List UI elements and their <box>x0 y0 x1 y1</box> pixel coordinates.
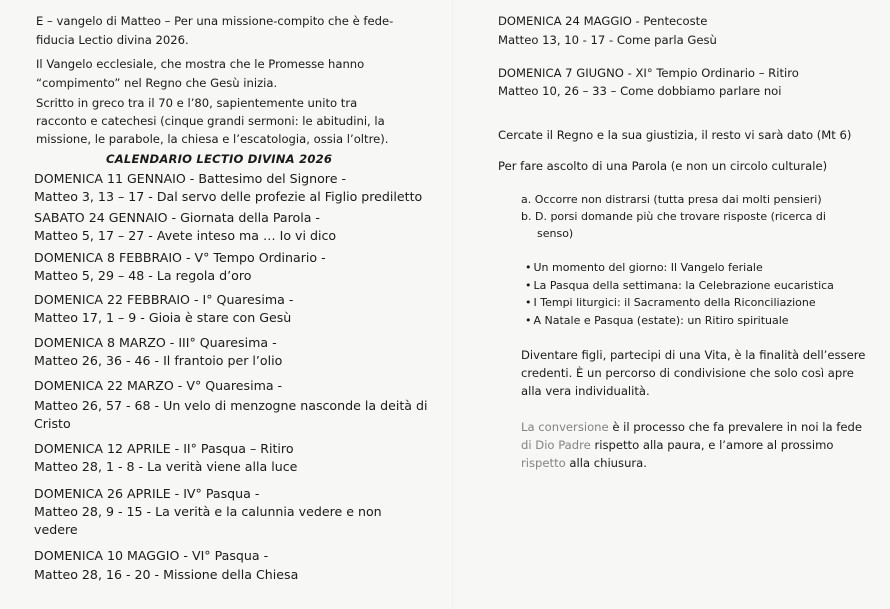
entry-reading: Matteo 26, 57 - 68 - Un velo di menzogne nasconde la deità di <box>34 398 428 413</box>
entry-reading: Matteo 5, 17 – 27 - Avete inteso ma … Io vi dico <box>34 228 337 243</box>
entry-reading: Matteo 17, 1 – 9 - Gioia è stare con Gesù <box>34 310 292 325</box>
entry-date: DOMENICA 7 GIUGNO - XI° Tempio Ordinario – Ritiro <box>498 66 799 80</box>
entry-date: DOMENICA 8 FEBBRAIO - V° Tempo Ordinario - <box>34 250 326 265</box>
children-line: credenti. È un percorso di condivisione che solo così apre <box>521 366 854 380</box>
bullet-item: • Un momento del giorno: Il Vangelo feriale <box>525 259 763 277</box>
intro-line: Il Vangelo ecclesiale, che mostra che le Promesse hanno <box>36 57 365 71</box>
entry-date: DOMENICA 11 GENNAIO - Battesimo del Signore - <box>34 171 346 186</box>
conversion-line <box>521 436 833 454</box>
entry-reading: Matteo 28, 1 - 8 - La verità viene alla luce <box>34 459 298 474</box>
page-fold <box>452 0 454 609</box>
intro-line: Scritto in greco tra il 70 e l’80, sapientemente unito tra <box>36 96 358 110</box>
entry-reading: Matteo 26, 36 - 46 - Il frantoio per l’olio <box>34 353 283 368</box>
entry-reading: Matteo 5, 29 – 48 - La regola d’oro <box>34 268 252 283</box>
conversion-line <box>521 418 862 436</box>
intro-line: fiducia Lectio divina 2026. <box>36 33 189 47</box>
intro-line: “compimento” nel Regno che Gesù inizia. <box>36 76 278 90</box>
children-line: Diventare figli, partecipi di una Vita, è la finalità dell’essere <box>521 348 866 362</box>
conversion-text: alla chiusura. <box>565 456 647 470</box>
listening-item-b: b. D. porsi domande più che trovare risposte (ricerca di <box>521 210 826 223</box>
entry-date: SABATO 24 GENNAIO - Giornata della Parola - <box>34 210 320 225</box>
entry-date: DOMENICA 24 MAGGIO - Pentecoste <box>498 14 708 28</box>
entry-reading: Matteo 13, 10 - 17 - Come parla Gesù <box>498 33 717 47</box>
conversion-text: è il processo che fa prevalere in noi la fede <box>608 420 863 434</box>
entry-reading: Matteo 3, 13 – 17 - Dal servo delle profezie al Figlio prediletto <box>34 189 423 204</box>
bullet-item: • I Tempi liturgici: il Sacramento della Riconciliazione <box>525 294 816 312</box>
conversion-line <box>521 454 647 472</box>
entry-date: DOMENICA 10 MAGGIO - VI° Pasqua - <box>34 548 269 563</box>
kingdom-quote: Cercate il Regno e la sua giustizia, il resto vi sarà dato (Mt 6) <box>498 128 852 142</box>
faded-text: La conversione <box>521 420 609 434</box>
faded-text: di Dio Padre <box>521 438 591 452</box>
bullet-item: • La Pasqua della settimana: la Celebrazione eucaristica <box>525 277 834 295</box>
entry-reading-cont: vedere <box>34 522 78 537</box>
listening-intro: Per fare ascolto di una Parola (e non un circolo culturale) <box>498 159 828 173</box>
entry-reading: Matteo 10, 26 – 33 – Come dobbiamo parlare noi <box>498 84 782 98</box>
entry-reading-cont: Cristo <box>34 416 71 431</box>
entry-date: DOMENICA 22 MARZO - V° Quaresima - <box>34 378 283 393</box>
faded-text: rispetto <box>521 456 566 470</box>
entry-date: DOMENICA 8 MARZO - III° Quaresima - <box>34 335 277 350</box>
intro-line: racconto e catechesi (cinque grandi sermoni: le abitudini, la <box>36 114 385 128</box>
listening-item-a: a. Occorre non distrarsi (tutta presa dai molti pensieri) <box>521 193 822 206</box>
conversion-text: rispetto alla paura, e l’amore al prossimo <box>590 438 834 452</box>
listening-item-b-cont: senso) <box>537 227 574 240</box>
children-line: alla vera individualità. <box>521 384 650 398</box>
intro-line: E – vangelo di Matteo – Per una missione-compito che è fede- <box>36 14 394 28</box>
calendar-title: CALENDARIO LECTIO DIVINA 2026 <box>106 152 333 166</box>
entry-reading: Matteo 28, 16 - 20 - Missione della Chiesa <box>34 567 299 582</box>
entry-date: DOMENICA 22 FEBBRAIO - I° Quaresima - <box>34 292 294 307</box>
entry-reading: Matteo 28, 9 - 15 - La verità e la calunnia vedere e non <box>34 504 382 519</box>
intro-line: missione, le parabole, la chiesa e l’escatologia, ossia l’oltre). <box>36 132 389 146</box>
entry-date: DOMENICA 26 APRILE - IV° Pasqua - <box>34 486 260 501</box>
bullet-item: • A Natale e Pasqua (estate): un Ritiro spirituale <box>525 312 789 330</box>
entry-date: DOMENICA 12 APRILE - II° Pasqua – Ritiro <box>34 441 294 456</box>
